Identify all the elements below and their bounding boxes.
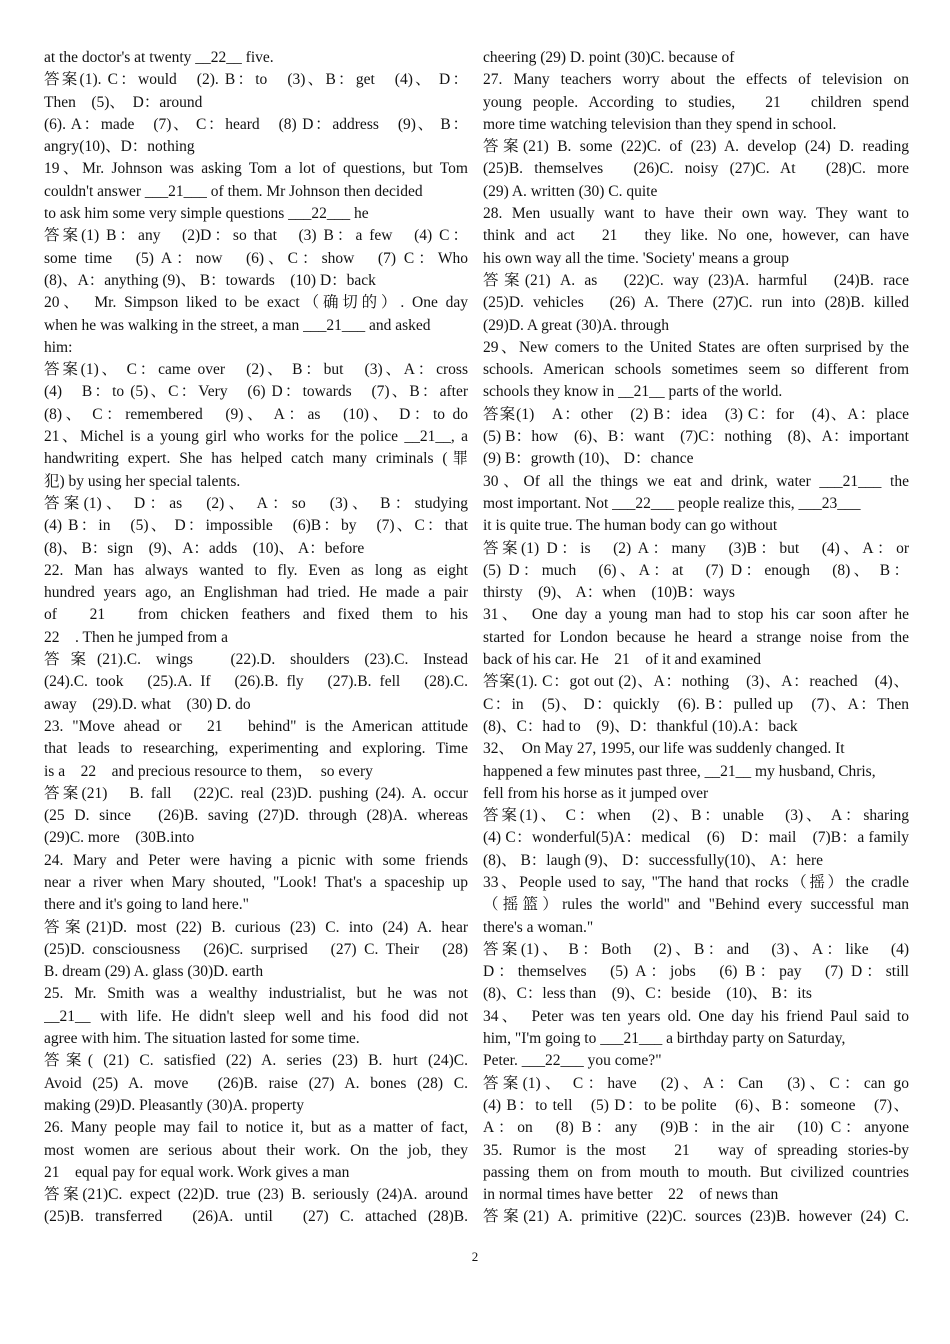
right-text-line: (25)D. vehicles (26) A. There (27)C. run into (28)B. killed: [483, 294, 909, 312]
left-text-line: 24. Mary and Peter were having a picnic with some friends: [44, 851, 468, 869]
right-text-line: (8)、C：had to (9)、D：thankful (10).A：back: [483, 717, 798, 735]
right-column: [483, 47, 909, 1229]
right-text-line: (4) C：wonderful(5)A：medical (6) D：mail (7)B：a family: [483, 829, 909, 847]
right-text-line: back of his car. He 21 of it and examined: [483, 651, 762, 669]
left-text-line: (25)B. transferred (26)A. until (27) C. attached (28)B.: [44, 1208, 468, 1226]
left-text-line: 22. Man has always wanted to fly. Even as long as eight: [44, 561, 468, 579]
left-text-line: 21、Michel is a young girl who works for the police __21__, a: [44, 428, 468, 446]
right-text-line: A：on (8) B：any (9)B：in the air (10) C：anyone: [483, 1119, 909, 1137]
right-text-line: 答案(1)、 B：Both (2)、B：and (3)、A：like (4): [483, 940, 909, 958]
right-text-line: 29、New comers to the United States are often surprised by the: [483, 338, 909, 356]
right-text-line: (25)B. themselves (26)C. noisy (27)C. At (28)C. more: [483, 160, 909, 178]
right-text-line: happened a few minutes past three, __21__ my husband, Chris,: [483, 762, 876, 780]
right-text-line: （摇篮）rules the world" and "Behind every successful man: [483, 896, 909, 914]
left-text-line: __21__ with life. He didn't sleep well and his food did not: [44, 1007, 468, 1025]
left-text-line: Then (5)、 D：around: [44, 93, 203, 111]
right-text-line: passing them on from mouth to mouth. But civilized countries: [483, 1163, 909, 1181]
right-text-line: 34、 Peter was ten years old. One day his friend Paul said to: [483, 1007, 909, 1025]
left-text-line: (8)、 B：sign (9)、A：adds (10)、 A：before: [44, 539, 365, 557]
right-text-line: (8)、 B：laugh (9)、 D：successfully(10)、 A：here: [483, 851, 824, 869]
left-text-line: most women are serious about their work. On the job, they: [44, 1141, 468, 1159]
right-text-line: cheering (29) D. point (30)C. because of: [483, 49, 735, 66]
left-text-line: 答案(1). C：would (2). B：to (3)、B：get (4)、 D：: [44, 71, 468, 89]
left-text-line: 25. Mr. Smith was a wealthy industrialist, but he was not: [44, 985, 468, 1003]
left-text-line: is a 22 and precious resource to them， so every: [44, 762, 373, 780]
left-text-line: hundred years ago, an Englishman had tried. He made a pair: [44, 584, 468, 602]
left-text-line: (24).C. took (25).A. If (26).B. fly (27).B. fell (28).C.: [44, 673, 468, 691]
left-text-line: near a river when Mary shouted, "Look! That's a spaceship up: [44, 873, 468, 891]
left-text-line: 答案(21)C. expect (22)D. true (23) B. seriously (24)A. around: [44, 1186, 468, 1204]
left-text-line: 19、Mr. Johnson was asking Tom a lot of questions, but Tom: [44, 160, 468, 178]
right-text-line: (29) A. written (30) C. quite: [483, 182, 658, 200]
left-text-line: him:: [44, 338, 73, 356]
left-text-line: away (29).D. what (30) D. do: [44, 695, 251, 713]
left-text-line: 犯) by using her special talents.: [44, 472, 241, 490]
right-text-line: C：in (5)、 D：quickly (6). B：pulled up (7)、A：Then: [483, 695, 909, 713]
left-text-line: there and it's going to land here.": [44, 896, 249, 914]
left-text-line: making (29)D. Pleasantly (30)A. property: [44, 1096, 304, 1114]
left-text-line: 答案(1)、 D：as (2)、 A：so (3)、 B：studying: [44, 494, 468, 512]
right-text-line: D：themselves (5) A：jobs (6) B：pay (7) D：still: [483, 963, 909, 981]
left-text-line: 20、 Mr. Simpson liked to be exact（确切的）. One day: [44, 294, 468, 312]
right-text-line: schools they know in __21__ parts of the world.: [483, 383, 783, 401]
right-text-line: (8)、C：less than (9)、C：beside (10)、 B：its: [483, 985, 812, 1003]
left-text-line: (4) B：to (5)、C：Very (6) D：towards (7)、B：after: [44, 383, 468, 401]
right-text-line: 答案(21) B. some (22)C. of (23) A. develop (24) D. reading: [483, 138, 909, 156]
right-text-line: started for London because he heard a strange noise from the: [483, 628, 909, 646]
left-text-line: (8)、A：anything (9)、 B：towards (10) D：back: [44, 271, 376, 289]
left-text-line: handwriting expert. She has helped catch many criminals (罪: [44, 450, 468, 468]
left-text-line: (4) B：in (5)、 D：impossible (6)B：by (7)、C：that: [44, 517, 468, 535]
right-text-line: (9) B：growth (10)、 D：chance: [483, 450, 694, 468]
right-text-line: 32、 On May 27, 1995, our life was suddenly changed. It: [483, 740, 845, 758]
right-text-line: 答案(1) D：is (2) A：many (3)B：but (4)、A：or: [483, 539, 909, 557]
right-text-line: young people. According to studies, 21 children spend: [483, 93, 909, 111]
right-text-line: there's a woman.": [483, 918, 594, 936]
left-text-line: 答案(1)、 C：came over (2)、 B：but (3)、A：cross: [44, 361, 468, 379]
right-text-line: in normal times have better 22 of news than: [483, 1186, 779, 1204]
left-text-line: 26. Many people may fail to notice it, but as a matter of fact,: [44, 1119, 468, 1137]
right-text-line: 答案(21) A. primitive (22)C. sources (23)B. however (24) C.: [483, 1208, 909, 1226]
left-text-line: of 21 from chicken feathers and fixed them to his: [44, 606, 468, 624]
left-text-line: (6). A：made (7)、 C：heard (8) D：address (9)、 B：: [44, 115, 468, 133]
left-text-line: (25 D. since (26)B. saving (27)D. through (28)A. whereas: [44, 807, 468, 825]
right-text-line: his own way all the time. 'Society' means a group: [483, 249, 790, 267]
right-text-line: 答案(1) A：other (2) B：idea (3) C：for (4)、A：place: [483, 405, 909, 423]
left-text-line: 23. "Move ahead or 21 behind" is the American attitude: [44, 717, 468, 735]
right-text-line: 28. Men usually want to have their own way. They want to: [483, 205, 909, 223]
right-text-line: 31、 One day a young man had to stop his car soon after he: [483, 606, 909, 624]
right-text-line: 33、People used to say, "The hand that rocks（摇）the cradle: [483, 873, 909, 891]
right-text-line: 答案(1). C：got out (2)、A：nothing (3)、A：reached (4)、: [483, 673, 909, 691]
left-text-line: agree with him. The situation lasted for some time.: [44, 1030, 360, 1048]
left-text-line: B. dream (29) A. glass (30)D. earth: [44, 963, 264, 981]
right-text-line: 35. Rumor is the most 21 way of spreading stories-by: [483, 1141, 909, 1159]
right-text-line: 答案(21) A. as (22)C. way (23)A. harmful (24)B. race: [483, 271, 909, 289]
right-text-line: 30、Of all the things we eat and drink, water ___21___ the: [483, 472, 909, 490]
left-text-line: when he was walking in the street, a man ___21___ and asked: [44, 316, 431, 334]
right-text-line: thirsty (9)、 A：when (10)B：ways: [483, 584, 735, 602]
right-text-line: think and act 21 they like. No one, however, can have: [483, 227, 909, 245]
right-text-line: it is quite true. The human body can go without: [483, 517, 778, 535]
left-text-line: angry(10)、D：nothing: [44, 138, 195, 156]
left-text-line: 答案(21) B. fall (22)C. real (23)D. pushing (24). A. occur: [44, 784, 468, 802]
right-text-line: (4) B：to tell (5) D：to be polite (6)、B：someone (7)、: [483, 1096, 909, 1114]
right-text-line: Peter. ___22___ you come?": [483, 1052, 662, 1070]
right-text-line: 答案(1)、 C：when (2)、B：unable (3)、 A：sharing: [483, 807, 909, 825]
left-text-line: (8)、 C：remembered (9)、 A：as (10)、 D：to do: [44, 405, 468, 423]
right-text-line: (5) B：how (6)、B：want (7)C：nothing (8)、A：important: [483, 428, 909, 446]
left-column: [44, 47, 468, 1229]
left-text-line: (25)D. consciousness (26)C. surprised (27) C. Their (28): [44, 940, 468, 958]
page-number: 2: [471, 1249, 479, 1264]
left-text-line: some time (5) A：now (6)、C：show (7) C：Who: [44, 249, 468, 267]
left-text-line: to ask him some very simple questions ___22___ he: [44, 205, 369, 223]
right-text-line: 答案(1)、 C：have (2)、A：Can (3)、C：can go: [483, 1074, 909, 1092]
right-text-line: schools. American schools sometimes seem so different from: [483, 361, 909, 379]
right-text-line: him, "I'm going to ___21___ a birthday party on Saturday,: [483, 1030, 846, 1048]
right-text-line: most important. Not ___22___ people realize this, ___23___: [483, 494, 861, 512]
left-text-line: at the doctor's at twenty __22__ five.: [44, 49, 274, 66]
left-text-line: 答案(21)D. most (22) B. curious (23) C. into (24) A. hear: [44, 918, 468, 936]
left-text-line: that leads to researching, experimenting and exploring. Time: [44, 740, 468, 758]
left-text-line: 答案(21).C. wings (22).D. shoulders (23).C. Instead: [44, 651, 468, 669]
right-text-line: more time watching television than they spend in school.: [483, 115, 837, 133]
right-text-line: (5) D：much (6)、A：at (7) D：enough (8)、 B：: [483, 561, 909, 579]
left-text-line: 21 equal pay for equal work. Work gives a man: [44, 1163, 350, 1181]
left-text-line: 22 . Then he jumped from a: [44, 628, 228, 646]
left-text-line: 答案(1) B：any (2)D：so that (3) B：a few (4) C：: [44, 227, 468, 245]
right-text-line: 27. Many teachers worry about the effects of television on: [483, 71, 909, 89]
left-text-line: Avoid (25) A. move (26)B. raise (27) A. bones (28) C.: [44, 1074, 468, 1092]
left-text-line: couldn't answer ___21___ of them. Mr Johnson then decided: [44, 182, 423, 200]
left-text-line: (29)C. more (30B.into: [44, 829, 195, 847]
right-text-line: (29)D. A great (30)A. through: [483, 316, 669, 334]
right-text-line: fell from his horse as it jumped over: [483, 784, 709, 802]
left-text-line: 答案( (21) C. satisfied (22) A. series (23) B. hurt (24)C.: [44, 1052, 468, 1070]
